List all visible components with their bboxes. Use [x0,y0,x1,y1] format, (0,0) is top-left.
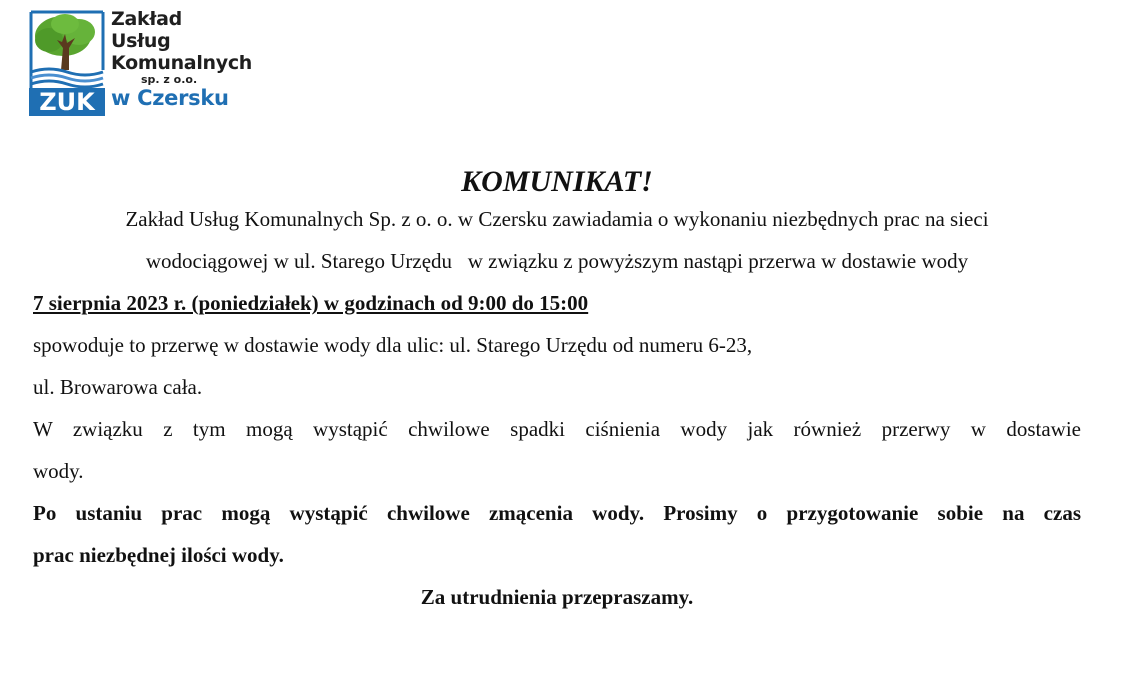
logo-line-2: Usług [111,30,171,52]
logo-wordmark [111,8,252,110]
zuk-emblem-icon [29,10,105,116]
logo-line-1: Zakład [111,8,182,30]
notice [33,160,1081,618]
intro-line-1: Zakład Usług Komunalnych Sp. z o. o. w Czersku zawiadamia o wykonaniu niezbędnych prac na sieci [125,207,989,231]
pressure-line-2: wody. [33,459,84,483]
date-text: 7 sierpnia 2023 r. (poniedziałek) w godzinach od 9:00 do 15:00 [33,291,589,315]
company-logo [29,8,269,118]
date-line [33,282,1081,324]
streets-line-2: ul. Browarowa cała. [33,375,203,399]
intro-line-2: wodociągowej w ul. Starego Urzędu w związku z powyższym nastąpi przerwa w dostawie wody [145,249,969,273]
logo-line-4: sp. z o.o. [141,73,198,86]
svg-text:ZUK: ZUK [39,88,95,116]
warning-line-2: prac niezbędnej ilości wody. [33,543,284,567]
warning-line-1: Po ustaniu prac mogą wystąpić chwilowe zmącenia wody. Prosimy o przygotowanie sobie na czas [33,501,1081,525]
closing-line: Za utrudnienia przepraszamy. [420,585,694,609]
logo-line-5: w Czersku [111,86,229,110]
notice-title: KOMUNIKAT! [461,165,653,198]
streets-line-1: spowoduje to przerwę w dostawie wody dla ulic: ul. Starego Urzędu od numeru 6-23, [33,333,753,357]
pressure-line-1: W związku z tym mogą wystąpić chwilowe spadki ciśnienia wody jak również przerwy w dostawie [33,417,1081,441]
logo-line-3: Komunalnych [111,52,253,74]
